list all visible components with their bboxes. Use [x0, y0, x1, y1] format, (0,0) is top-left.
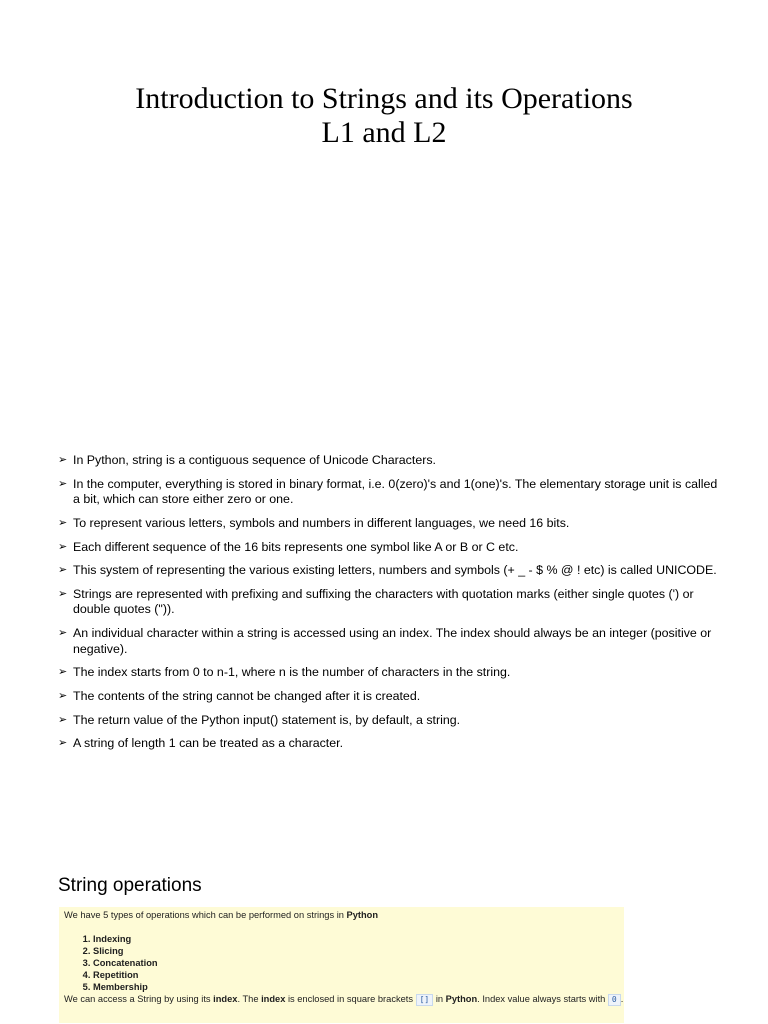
operations-box: [59, 907, 624, 1023]
access-bold-2: index: [261, 994, 286, 1004]
operation-item: 5. Membership: [93, 981, 158, 993]
code-zero: 0: [608, 994, 621, 1006]
bullet-item: [58, 516, 718, 532]
access-text-5: . Index value always starts with: [477, 994, 608, 1004]
bullet-text: Each different sequence of the 16 bits represents one symbol like A or B or C etc.: [73, 539, 519, 554]
bullet-text: The contents of the string cannot be changed after it is created.: [73, 689, 421, 703]
operations-list: [81, 933, 158, 993]
bullet-arrow-icon: ➢: [58, 627, 68, 640]
title-line-1: Introduction to Strings and its Operations: [135, 82, 633, 115]
bullet-arrow-icon: ➢: [58, 737, 68, 750]
bullet-text: Strings are represented with prefixing and suffixing the characters with quotation marks (either single quotes (') or double quotes (")).: [73, 586, 694, 617]
bullet-item: [58, 626, 718, 657]
operation-item: 4. Repetition: [93, 969, 158, 981]
bullet-text: A string of length 1 can be treated as a character.: [73, 736, 344, 751]
bullet-text: To represent various letters, symbols and numbers in different languages, we need 16 bits.: [73, 515, 570, 530]
bullet-text: The index starts from 0 to n-1, where n is the number of characters in the string.: [73, 665, 511, 680]
bullet-text: In Python, string is a contiguous sequence of Unicode Characters.: [73, 453, 436, 467]
bullet-item: [58, 453, 718, 469]
bullet-text: An individual character within a string is accessed using an index. The index should always be an integer (positive or negative).: [73, 626, 712, 656]
access-text-2: . The: [237, 994, 262, 1004]
bullet-arrow-icon: ➢: [58, 666, 68, 679]
bullet-arrow-icon: ➢: [58, 690, 68, 702]
intro-bold: Python: [346, 910, 379, 920]
bullet-item: [58, 713, 718, 729]
index-access-note: [64, 993, 624, 1006]
bullet-list: [58, 453, 718, 760]
bullet-item: [58, 477, 718, 508]
access-text-3: is enclosed in square brackets: [285, 994, 416, 1004]
bullet-item: [58, 736, 718, 752]
bullet-arrow-icon: ➢: [58, 477, 68, 490]
bullet-item: [58, 563, 718, 579]
document-title: [0, 82, 768, 150]
bullet-item: [58, 540, 718, 556]
operation-item: 1. Indexing: [93, 933, 158, 945]
bullet-text: In the computer, everything is stored in binary format, i.e. 0(zero)'s and 1(one)'s. The elementary storage unit is called a bit, which can store either zero or one.: [73, 476, 718, 507]
access-text-1: We can access a String by using its: [64, 994, 214, 1004]
operations-intro: [64, 909, 378, 921]
bullet-arrow-icon: ➢: [58, 454, 68, 466]
access-bold-3: Python: [445, 994, 478, 1004]
operation-item: 3. Concatenation: [93, 957, 158, 969]
bullet-arrow-icon: ➢: [58, 516, 68, 529]
bullet-item: [58, 587, 718, 618]
bullet-text: The return value of the Python input() statement is, by default, a string.: [73, 712, 461, 727]
bullet-arrow-icon: ➢: [58, 587, 68, 600]
operation-item: 2. Slicing: [93, 945, 158, 957]
bullet-text: This system of representing the various existing letters, numbers and symbols (+ _ - $ % @ ! etc) is called UNICODE.: [73, 563, 717, 578]
access-text-6: .: [620, 994, 624, 1004]
bullet-arrow-icon: ➢: [58, 540, 68, 553]
access-bold-1: index: [213, 994, 238, 1004]
code-brackets: []: [416, 994, 434, 1006]
access-text-4: in: [433, 994, 446, 1004]
bullet-item: [58, 689, 718, 705]
title-line-2: L1 and L2: [321, 116, 447, 149]
section-title: String operations: [58, 875, 202, 896]
intro-text: We have 5 types of operations which can be performed on strings in: [64, 910, 347, 920]
bullet-item: [58, 665, 718, 681]
bullet-arrow-icon: ➢: [58, 713, 68, 726]
bullet-arrow-icon: ➢: [58, 564, 68, 577]
